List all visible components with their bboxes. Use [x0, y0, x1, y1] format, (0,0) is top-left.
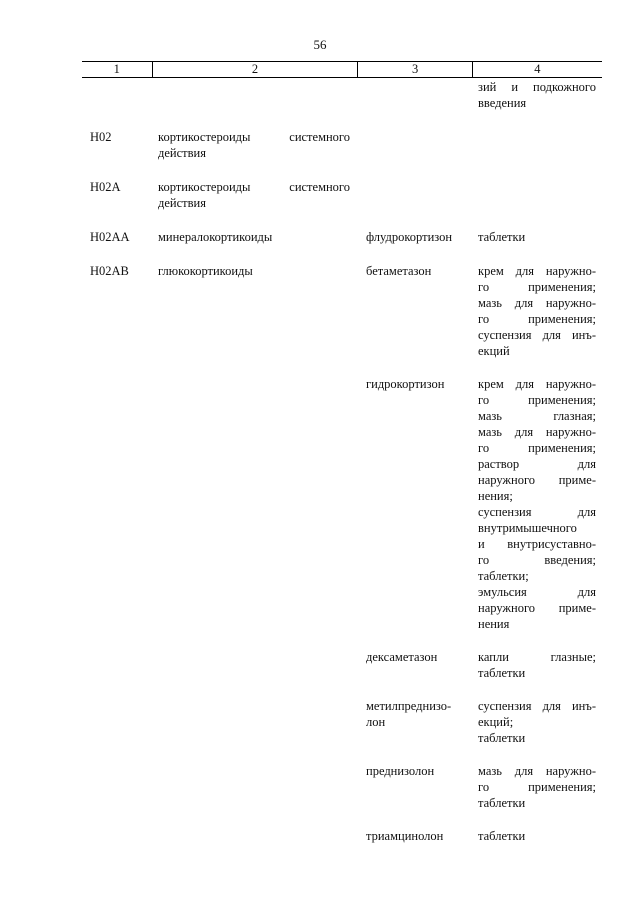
drug-name: [358, 129, 472, 161]
dosage-form-line: раствор для: [478, 457, 596, 471]
table-row: [82, 763, 602, 811]
dosage-forms: [472, 698, 602, 746]
dosage-form-line: го применения;: [478, 441, 596, 455]
table-body: [82, 79, 602, 844]
dosage-forms: [472, 179, 602, 211]
anatomical-group: [152, 376, 358, 632]
table-row: [82, 79, 602, 111]
dosage-form-line: таблетки: [478, 731, 526, 745]
atc-code: [82, 376, 152, 632]
dosage-form-line: мазь для наружно-: [478, 296, 596, 310]
dosage-form-line: крем для наружно-: [478, 264, 596, 278]
dosage-forms: [472, 129, 602, 161]
anatomical-group: кортикостероиды системного действия: [158, 180, 350, 210]
dosage-form-line: эмульсия для: [478, 585, 596, 599]
drug-name: дексаметазон: [366, 650, 438, 664]
dosage-forms: [472, 376, 602, 632]
dosage-form-line: екций: [478, 344, 510, 358]
dosage-form-line: нения: [478, 617, 510, 631]
drug-name: триамцинолон: [366, 829, 444, 843]
drug-name: метилпреднизо- лон: [366, 699, 452, 729]
dosage-form-line: крем для наружно-: [478, 377, 596, 391]
atc-code: [82, 698, 152, 746]
header-col-4: 4: [472, 62, 602, 77]
dosage-form-line: капли глазные;: [478, 650, 596, 664]
atc-code: [82, 828, 152, 844]
anatomical-group: [152, 698, 358, 746]
atc-code: H02: [90, 130, 112, 144]
table-row: [82, 229, 602, 245]
header-col-1: 1: [113, 62, 120, 76]
atc-code: [82, 79, 152, 111]
dosage-form-line: зий и подкожного: [478, 80, 596, 94]
dosage-form-line: таблетки: [478, 666, 526, 680]
dosage-form-line: го применения;: [478, 780, 596, 794]
dosage-forms: [472, 263, 602, 359]
dosage-form-line: го применения;: [478, 280, 596, 294]
anatomical-group: [152, 79, 358, 111]
atc-code: [82, 649, 152, 681]
dosage-form-line: го применения;: [478, 312, 596, 326]
atc-code: H02A: [90, 180, 121, 194]
dosage-forms: [472, 79, 602, 111]
dosage-form-line: мазь глазная;: [478, 409, 596, 423]
table-row: [82, 179, 602, 211]
table-row: [82, 698, 602, 746]
drug-name: преднизолон: [366, 764, 435, 778]
dosage-forms: [472, 229, 602, 245]
header-col-2: 2: [152, 62, 358, 77]
anatomical-group: минералокортикоиды: [158, 230, 273, 244]
dosage-form-line: введения: [478, 96, 527, 110]
dosage-form-line: суспензия для: [478, 505, 596, 519]
table-row: [82, 828, 602, 844]
table-row: [82, 376, 602, 632]
atc-code: H02AA: [90, 230, 130, 244]
dosage-form-line: мазь для наружно-: [478, 764, 596, 778]
drug-name: гидрокортизон: [366, 377, 445, 391]
dosage-form-line: таблетки;: [478, 569, 529, 583]
atc-code: [82, 763, 152, 811]
atc-code: H02AB: [90, 264, 129, 278]
anatomical-group: [152, 828, 358, 844]
dosage-form-line: наружного приме-: [478, 601, 596, 615]
dosage-form-line: таблетки: [478, 796, 526, 810]
anatomical-group: глюкокортикоиды: [158, 264, 253, 278]
page-number: 56: [313, 37, 327, 52]
anatomical-group: [152, 763, 358, 811]
dosage-form-line: таблетки: [478, 829, 526, 843]
dosage-forms: [472, 649, 602, 681]
dosage-form-line: нения;: [478, 489, 513, 503]
dosage-forms: [472, 763, 602, 811]
anatomical-group: [152, 649, 358, 681]
dosage-forms: [472, 828, 602, 844]
header-col-3: 3: [357, 62, 471, 77]
drug-name: [358, 179, 472, 211]
table-row: [82, 263, 602, 359]
dosage-form-line: суспензия для инъ-: [478, 328, 596, 342]
dosage-form-line: и внутрисуставно-: [478, 537, 596, 551]
table-row: [82, 129, 602, 161]
dosage-form-line: мазь для наружно-: [478, 425, 596, 439]
drug-name: [358, 79, 472, 111]
dosage-form-line: суспензия для инъ-: [478, 699, 596, 713]
dosage-form-line: го применения;: [478, 393, 596, 407]
dosage-form-line: внутримышечного: [478, 521, 577, 535]
drug-name: бетаметазон: [366, 264, 432, 278]
dosage-form-line: таблетки: [478, 230, 526, 244]
table-row: [82, 649, 602, 681]
anatomical-group: кортикостероиды системного действия: [158, 130, 350, 160]
dosage-form-line: екций;: [478, 715, 514, 729]
dosage-form-line: го введения;: [478, 553, 596, 567]
drug-name: флудрокортизон: [366, 230, 453, 244]
dosage-form-line: наружного приме-: [478, 473, 596, 487]
table-header: [82, 61, 602, 78]
